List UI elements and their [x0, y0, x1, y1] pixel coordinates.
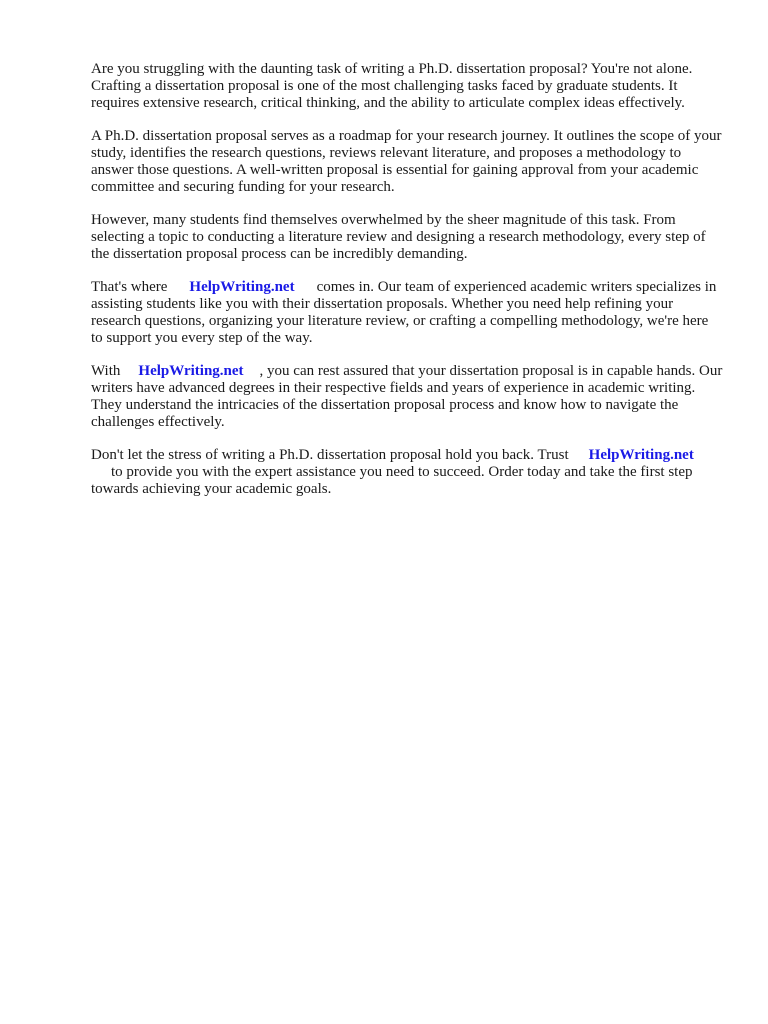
paragraph-thats-where: [91, 279, 723, 347]
paragraph-text-before: Don't let the stress of writing a Ph.D. dissertation proposal hold you back. Trust: [91, 447, 569, 463]
paragraph-text-after: , you can rest assured that your dissertation proposal is in capable hands. Our writers have advanced degrees in their respective fields and years of experience in academic writing. They understand the intricacies of the dissertation proposal process and know how to navigate the challenges effectively.: [91, 363, 723, 430]
paragraph-text-before: That's where: [91, 279, 168, 295]
paragraph-call-to-action: [91, 447, 723, 498]
paragraph-with: [91, 363, 723, 431]
helpwriting-link[interactable]: HelpWriting.net: [588, 447, 694, 463]
paragraph-challenges: However, many students find themselves overwhelmed by the sheer magnitude of this task. From selecting a topic to conducting a literature review and designing a research methodology, every step of the dissertation proposal process can be incredibly demanding.: [91, 212, 706, 262]
paragraph-text-after: to provide you with the expert assistance you need to succeed. Order today and take the first step towards achieving your academic goals.: [91, 464, 693, 497]
helpwriting-link[interactable]: HelpWriting.net: [189, 279, 295, 295]
helpwriting-link[interactable]: HelpWriting.net: [138, 363, 244, 379]
paragraph-intro: Are you struggling with the daunting task of writing a Ph.D. dissertation proposal? You're not alone. Crafting a dissertation proposal is one of the most challenging tasks faced by graduate students. It requires extensive research, critical thinking, and the ability to articulate complex ideas effectively.: [91, 61, 693, 111]
document-body: [91, 61, 723, 514]
paragraph-roadmap: A Ph.D. dissertation proposal serves as a roadmap for your research journey. It outlines the scope of your study, identifies the research questions, reviews relevant literature, and proposes a methodology to answer those questions. A well-written proposal is essential for gaining approval from your academic committee and securing funding for your research.: [91, 128, 722, 195]
paragraph-text-after: comes in. Our team of experienced academic writers specializes in assisting students like you with their dissertation proposals. Whether you need help refining your research questions, organizing your literature review, or crafting a compelling methodology, we're here to support you every step of the way.: [91, 279, 717, 346]
paragraph-text-before: With: [91, 363, 121, 379]
